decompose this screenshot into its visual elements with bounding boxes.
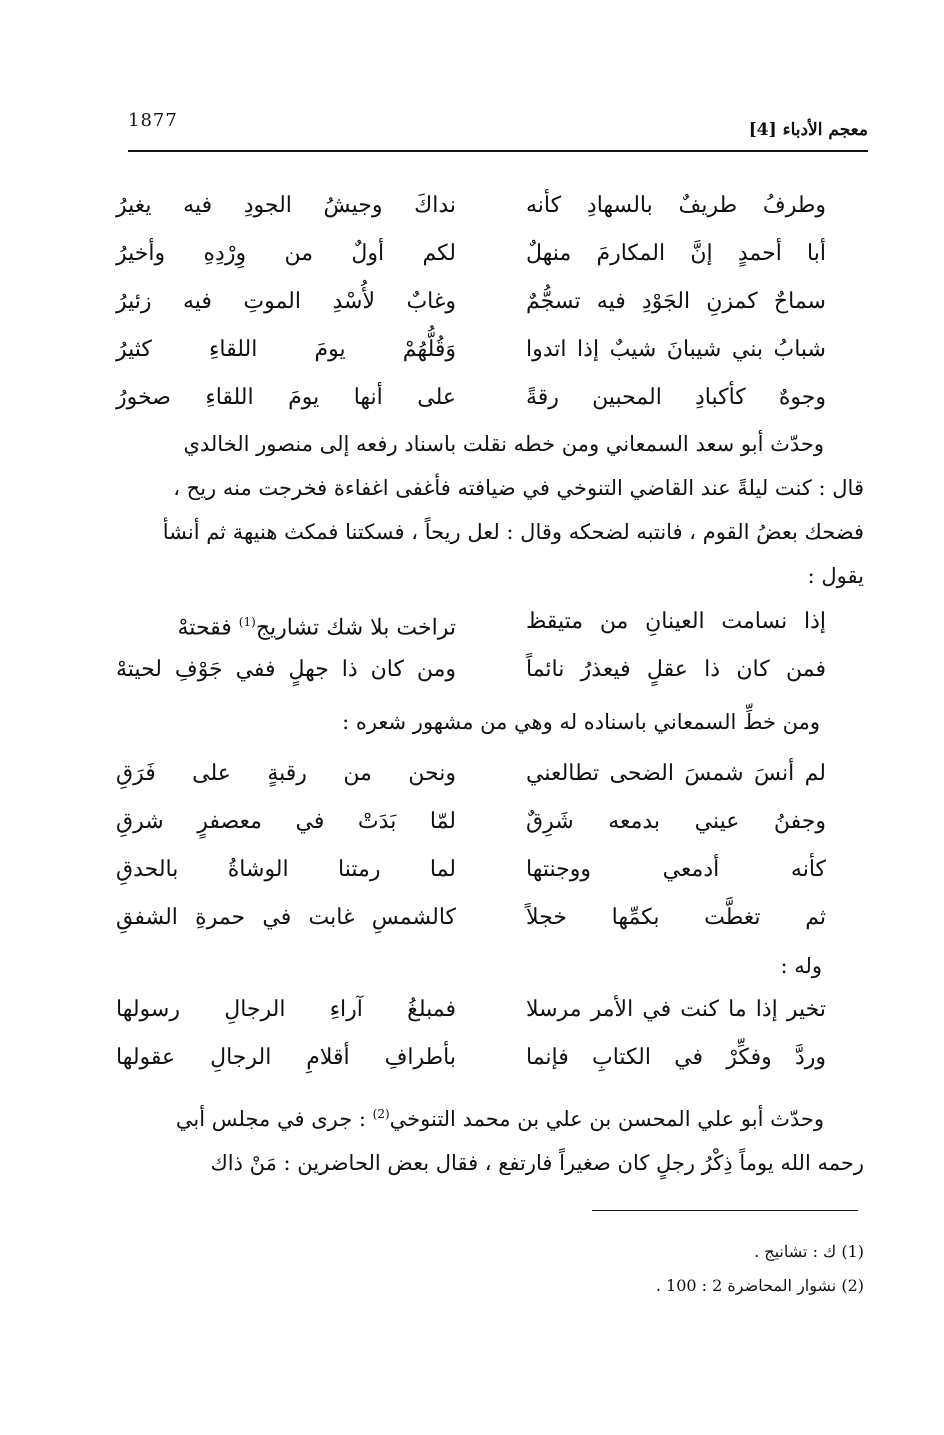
verse bbox=[116, 850, 826, 898]
footnote-rule bbox=[592, 1210, 858, 1211]
verse bbox=[116, 282, 826, 330]
verse-first-hemistich: وجوهٌ كأكبادِ المحبين رقةً bbox=[526, 385, 826, 410]
verse bbox=[116, 898, 826, 946]
verse-first-hemistich: إذا نسامت العينانِ من متيقظ bbox=[526, 609, 826, 634]
page-number: 1877 bbox=[128, 110, 178, 131]
header-rule bbox=[128, 150, 868, 152]
running-head: معجم الأدباء [4] bbox=[748, 120, 868, 140]
paragraph-1 bbox=[82, 422, 864, 598]
poem-3 bbox=[116, 754, 826, 946]
footnote-marker: (1) bbox=[238, 615, 256, 629]
verse-second-hemistich: بأطرافِ أقلامِ الرجالِ عقولها bbox=[116, 1045, 456, 1070]
verse bbox=[116, 602, 826, 650]
paragraph-line: فضحك بعضُ القوم ، فانتبه لضحكه وقال : لعل ريحاً ، فسكتنا فمكث هنيهة ثم أنشأ bbox=[162, 520, 864, 544]
poem-intro: ومن خطِّ السمعاني باسناده له وهي من مشهور شعره : bbox=[342, 710, 820, 734]
paragraph-line: يقول : bbox=[807, 564, 864, 588]
hemistich-text: فقحتهْ bbox=[177, 615, 239, 641]
paragraph-line bbox=[82, 1092, 864, 1141]
verse-first-hemistich: كأنه أدمعي ووجنتها bbox=[526, 857, 826, 882]
verse-second-hemistich: نداكَ وجيشُ الجودِ فيه يغيرُ bbox=[116, 193, 456, 218]
footnote-marker: (2) bbox=[372, 1107, 390, 1121]
hemistich-text: تراخت بلا شك تشاريج bbox=[255, 615, 456, 641]
verse bbox=[116, 1038, 826, 1086]
footnote: (2) نشوار المحاضرة 2 : 100 . bbox=[655, 1276, 864, 1295]
verse-first-hemistich: تخير إذا ما كنت في الأمر مرسلا bbox=[526, 997, 826, 1022]
verse-first-hemistich: لم أنسَ شمسَ الضحى تطالعني bbox=[526, 761, 826, 786]
paragraph-2 bbox=[82, 1092, 864, 1185]
poem-4 bbox=[116, 990, 826, 1086]
verse-first-hemistich: ثم تغطَّت بكمِّها خجلاً bbox=[526, 905, 826, 930]
verse-first-hemistich: وردَّ وفكِّرْ في الكتابِ فإنما bbox=[526, 1045, 826, 1070]
verse bbox=[116, 650, 826, 698]
paragraph-text: : جرى في مجلس أبي bbox=[175, 1107, 373, 1131]
verse-second-hemistich: كالشمسِ غابت في حمرةِ الشفقِ bbox=[116, 905, 456, 930]
verse-second-hemistich: لمّا بَدَتْ في معصفرٍ شرقِ bbox=[116, 809, 456, 834]
verse-first-hemistich: فمن كان ذا عقلٍ فيعذرُ نائماً bbox=[526, 657, 826, 682]
verse-first-hemistich: شبابُ بني شيبانَ شيبٌ إذا اتدوا bbox=[526, 337, 826, 362]
verse-second-hemistich: ومن كان ذا جهلٍ ففي جَوْفِ لحيتهْ bbox=[116, 657, 456, 682]
verse-second-hemistich: ونحن من رقبةٍ على فَرَقِ bbox=[116, 761, 456, 786]
verse bbox=[116, 990, 826, 1038]
poem-intro: وله : bbox=[780, 954, 822, 978]
paragraph-line: قال : كنت ليلةً عند القاضي التنوخي في ضيافته فأغفى اغفاءة فخرجت منه ريح ، bbox=[173, 476, 864, 500]
verse bbox=[116, 378, 826, 426]
paragraph-line: رحمه الله يوماً ذِكْرُ رجلٍ كان صغيراً فارتفع ، فقال بعض الحاضرين : مَنْ ذاك bbox=[210, 1151, 864, 1175]
verse-second-hemistich bbox=[116, 602, 456, 648]
paragraph-text: وحدّث أبو علي المحسن بن علي بن محمد التنوخي bbox=[389, 1107, 824, 1131]
verse bbox=[116, 802, 826, 850]
verse-first-hemistich: وطرفُ طريفٌ بالسهادِ كأنه bbox=[526, 193, 826, 218]
verse bbox=[116, 330, 826, 378]
verse-second-hemistich: على أنها يومَ اللقاءِ صخورُ bbox=[116, 385, 456, 410]
page-header bbox=[128, 108, 868, 148]
verse-first-hemistich: سماحٌ كمزنِ الجَوْدِ فيه تسجُّمٌ bbox=[526, 289, 826, 314]
verse bbox=[116, 754, 826, 802]
footnotes bbox=[364, 1235, 864, 1303]
verse-first-hemistich: أبا أحمدٍ إنَّ المكارمَ منهلٌ bbox=[526, 241, 826, 266]
verse bbox=[116, 234, 826, 282]
verse-second-hemistich: لكم أولٌ من وِرْدِهِ وأخيرُ bbox=[116, 241, 456, 266]
verse-first-hemistich: وجفنُ عيني بدمعه شَرِقٌ bbox=[526, 809, 826, 834]
verse-second-hemistich: وَقُلُّهُمْ يومَ اللقاءِ كثيرُ bbox=[116, 337, 456, 362]
paragraph-line: وحدّث أبو سعد السمعاني ومن خطه نقلت باسناد رفعه إلى منصور الخالدي bbox=[183, 432, 824, 456]
verse-second-hemistich: فمبلغُ آراءِ الرجالِ رسولها bbox=[116, 997, 456, 1022]
footnote: (1) ك : تشانيج . bbox=[754, 1242, 864, 1261]
verse bbox=[116, 186, 826, 234]
poem-1 bbox=[116, 186, 826, 426]
poem-2 bbox=[116, 602, 826, 698]
verse-second-hemistich: لما رمتنا الوشاةُ بالحدقِ bbox=[116, 857, 456, 882]
verse-second-hemistich: وغابٌ لأُسْدِ الموتِ فيه زئيرُ bbox=[116, 289, 456, 314]
